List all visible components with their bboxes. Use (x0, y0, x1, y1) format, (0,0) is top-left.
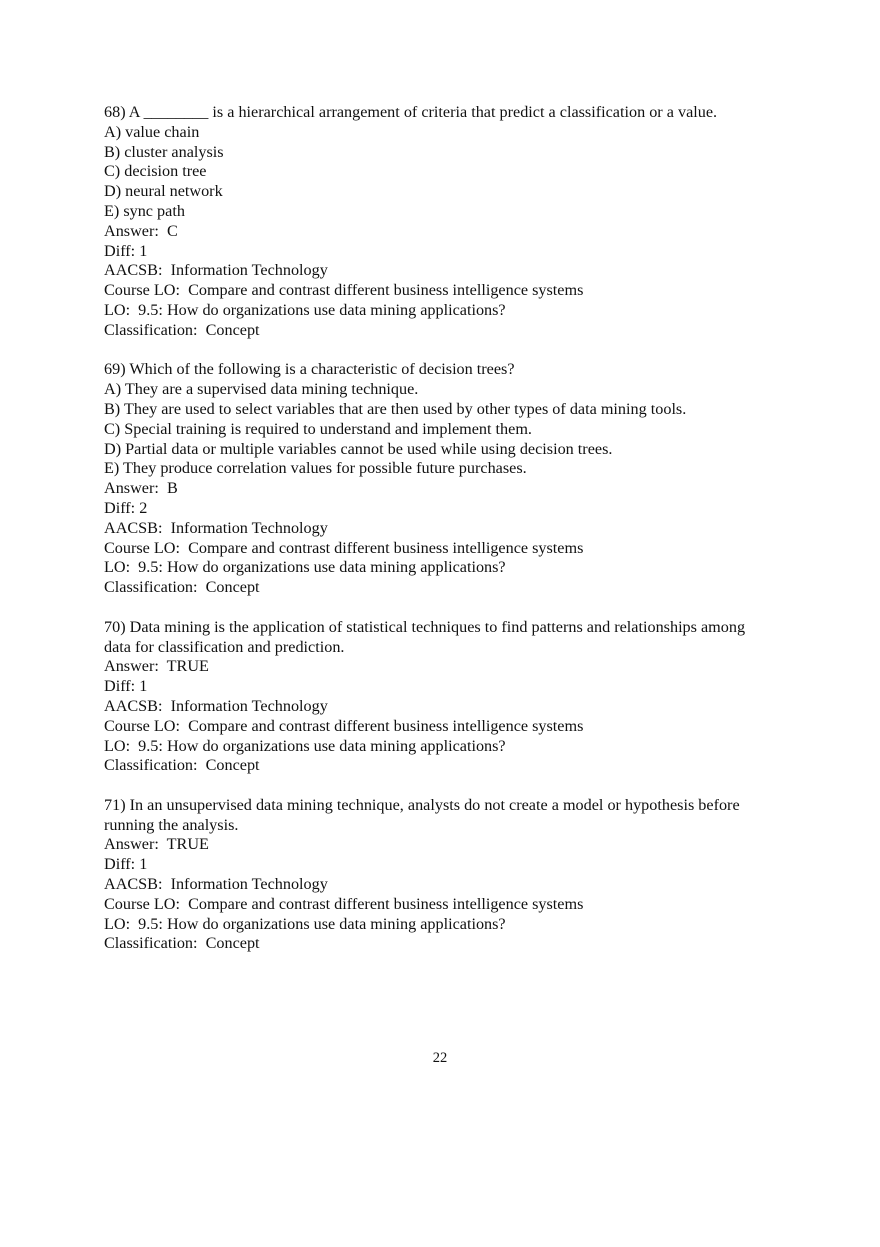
classification: Classification: Concept (104, 320, 260, 339)
question-stem: 69) Which of the following is a characteristic of decision trees? (104, 360, 515, 379)
answer-option-d: D) neural network (104, 182, 223, 201)
learning-objective: LO: 9.5: How do organizations use data mining applications? (104, 558, 506, 577)
answer-key: Answer: TRUE (104, 835, 209, 854)
question-71 (104, 796, 794, 954)
question-70 (104, 618, 794, 776)
answer-option-b: B) cluster analysis (104, 142, 224, 161)
aacsb-tag: AACSB: Information Technology (104, 261, 328, 280)
aacsb-tag: AACSB: Information Technology (104, 518, 328, 537)
page-number: 22 (432, 1050, 448, 1066)
answer-key: Answer: TRUE (104, 657, 209, 676)
classification: Classification: Concept (104, 578, 260, 597)
question-69 (104, 360, 794, 598)
question-stem: 71) In an unsupervised data mining technique, analysts do not create a model or hypothesis before running the analysis. (104, 795, 740, 834)
learning-objective: LO: 9.5: How do organizations use data mining applications? (104, 914, 506, 933)
learning-objective: LO: 9.5: How do organizations use data mining applications? (104, 736, 506, 755)
answer-key: Answer: B (104, 479, 178, 498)
classification: Classification: Concept (104, 756, 260, 775)
difficulty: Diff: 1 (104, 855, 148, 874)
answer-option-a: A) value chain (104, 122, 200, 141)
question-stem: 68) A ________ is a hierarchical arrangement of criteria that predict a classification or a value. (104, 103, 718, 121)
course-lo: Course LO: Compare and contrast different business intelligence systems (104, 716, 584, 735)
question-list (104, 103, 794, 974)
course-lo: Course LO: Compare and contrast different business intelligence systems (104, 894, 584, 913)
classification: Classification: Concept (104, 934, 260, 953)
answer-option-c: C) Special training is required to understand and implement them. (104, 419, 532, 438)
difficulty: Diff: 1 (104, 241, 148, 260)
answer-option-e: E) sync path (104, 201, 185, 220)
difficulty: Diff: 1 (104, 677, 148, 696)
question-68 (104, 103, 794, 341)
answer-key: Answer: C (104, 221, 178, 240)
aacsb-tag: AACSB: Information Technology (104, 696, 328, 715)
answer-option-a: A) They are a supervised data mining technique. (104, 380, 419, 399)
learning-objective: LO: 9.5: How do organizations use data mining applications? (104, 300, 506, 319)
answer-option-d: D) Partial data or multiple variables cannot be used while using decision trees. (104, 439, 613, 458)
answer-option-b: B) They are used to select variables that are then used by other types of data mining tools. (104, 399, 687, 418)
difficulty: Diff: 2 (104, 498, 148, 517)
course-lo: Course LO: Compare and contrast different business intelligence systems (104, 538, 584, 557)
answer-option-c: C) decision tree (104, 162, 207, 181)
question-stem: 70) Data mining is the application of statistical techniques to find patterns and relationships among data for classification and prediction. (104, 617, 746, 656)
answer-option-e: E) They produce correlation values for possible future purchases. (104, 459, 527, 478)
aacsb-tag: AACSB: Information Technology (104, 875, 328, 894)
course-lo: Course LO: Compare and contrast different business intelligence systems (104, 281, 584, 300)
